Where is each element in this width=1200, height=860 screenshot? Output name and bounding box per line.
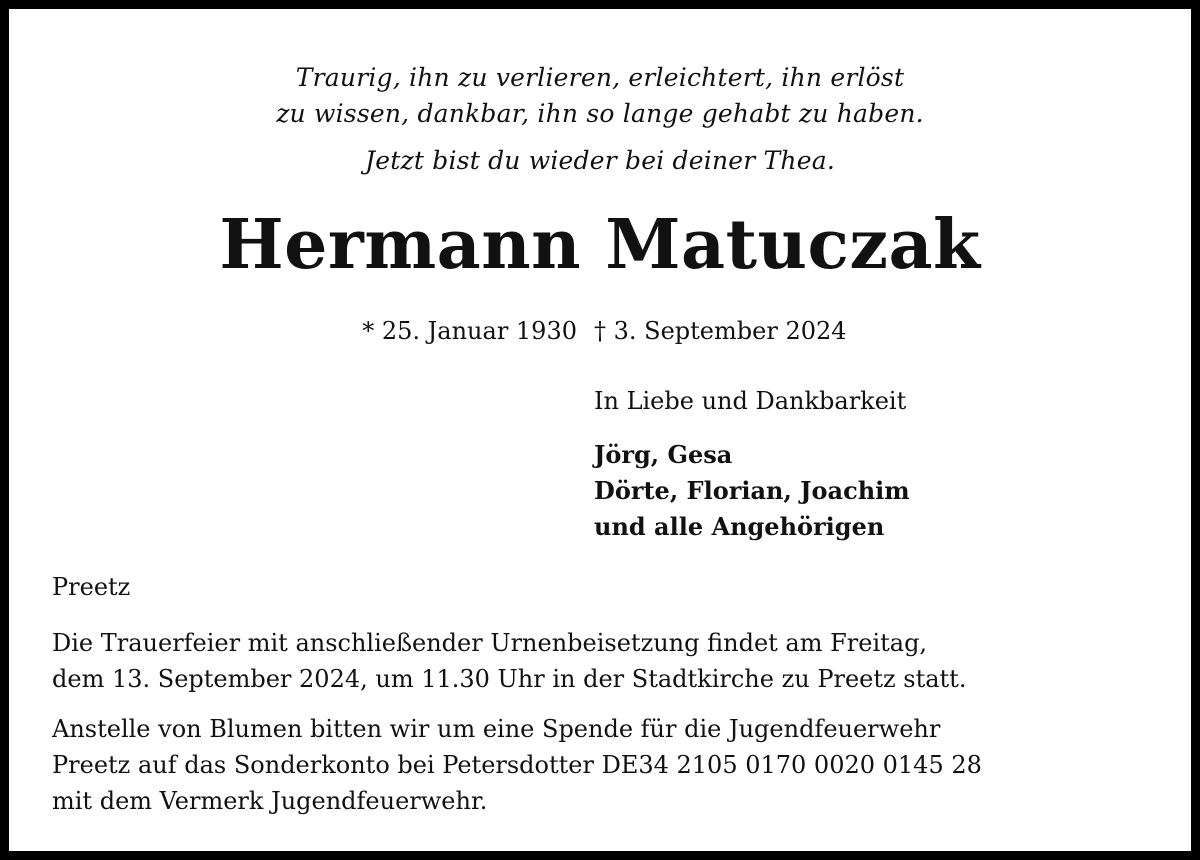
donation-line-1: Anstelle von Blumen bitten wir um eine Spende für die Jugendfeuerwehr: [52, 715, 941, 743]
birth-date: * 25. Januar 1930: [362, 317, 577, 345]
donation-line-3: mit dem Vermerk Jugendfeuerwehr.: [52, 787, 488, 815]
quote-line-2: zu wissen, dankbar, ihn so lange gehabt zu haben.: [276, 99, 924, 128]
death-date: † 3. September 2024: [594, 317, 847, 345]
quote-line-1: Traurig, ihn zu verlieren, erleichtert, ihn erlöst: [295, 63, 905, 92]
donation-line-2: Preetz auf das Sonderkonto bei Petersdotter DE34 2105 0170 0020 0145 28: [52, 751, 982, 779]
mourners-intro: In Liebe und Dankbarkeit: [594, 387, 907, 415]
mourner-line-2: Dörte, Florian, Joachim: [594, 476, 910, 505]
ceremony-line-1: Die Trauerfeier mit anschließender Urnenbeisetzung findet am Freitag,: [52, 629, 928, 657]
ceremony-line-2: dem 13. September 2024, um 11.30 Uhr in der Stadtkirche zu Preetz statt.: [52, 665, 967, 693]
mourner-line-3: und alle Angehörigen: [594, 512, 885, 541]
quote-line-3: Jetzt bist du wieder bei deiner Thea.: [365, 146, 835, 175]
place-name: Preetz: [52, 573, 131, 601]
deceased-name: Hermann Matuczak: [219, 205, 981, 285]
mourner-line-1: Jörg, Gesa: [594, 440, 733, 469]
